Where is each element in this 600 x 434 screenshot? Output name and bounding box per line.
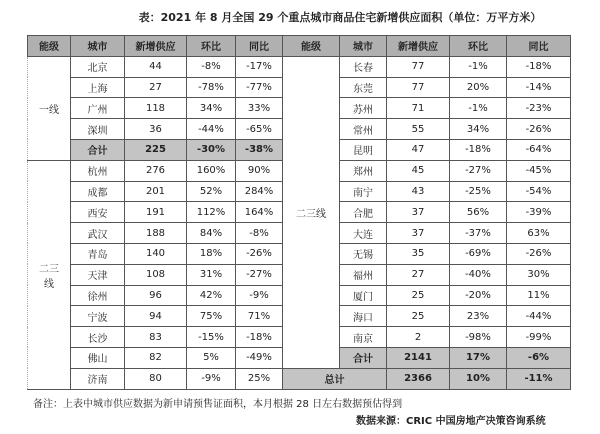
table-cell: 武汉 [71, 223, 125, 244]
table-cell: 青岛 [71, 243, 125, 264]
table-cell: 284% [236, 181, 283, 202]
table-cell: 徐州 [71, 285, 125, 306]
table-cell: -18% [450, 139, 507, 160]
table-cell: 昆明 [340, 139, 387, 160]
col-header: 环比 [450, 36, 507, 57]
table-cell: -99% [507, 327, 571, 348]
header-row [28, 36, 283, 57]
table-cell: 164% [236, 202, 283, 223]
table-cell: -26% [507, 243, 571, 264]
table-cell: 合计 [71, 139, 125, 160]
table-cell: 大连 [340, 223, 387, 244]
col-header: 城市 [340, 36, 387, 57]
table-cell: 2 [387, 327, 450, 348]
table-cell: 201 [125, 181, 187, 202]
table-cell: 18% [187, 243, 236, 264]
left-table [27, 35, 283, 390]
table-cell: 71 [387, 98, 450, 119]
table-cell: 东莞 [340, 77, 387, 98]
table-cell: 海口 [340, 306, 387, 327]
table-cell: 108 [125, 264, 187, 285]
table-cell: 20% [450, 77, 507, 98]
table-cell: 34% [187, 98, 236, 119]
table-cell: -64% [507, 139, 571, 160]
table-cell: 苏州 [340, 98, 387, 119]
table-cell: -39% [507, 202, 571, 223]
col-header: 同比 [236, 36, 283, 57]
table-cell: 56% [450, 202, 507, 223]
col-header: 新增供应 [387, 36, 450, 57]
table-cell: 34% [450, 119, 507, 140]
table-cell: 天津 [71, 264, 125, 285]
table-cell: -44% [507, 306, 571, 327]
table-cell: 西安 [71, 202, 125, 223]
table-cell: -27% [450, 160, 507, 181]
table-cell: 37 [387, 223, 450, 244]
table-cell: 2366 [387, 368, 450, 389]
table-cell: -8% [187, 56, 236, 77]
table-cell: -78% [187, 77, 236, 98]
table-cell: -11% [507, 368, 571, 389]
table-cell: 35 [387, 243, 450, 264]
table-cell: -23% [507, 98, 571, 119]
table-cell: 47 [387, 139, 450, 160]
table-cell: 济南 [71, 368, 125, 389]
table-cell: 94 [125, 306, 187, 327]
table-cell: 225 [125, 139, 187, 160]
table-row [28, 56, 283, 77]
table-cell: 10% [450, 368, 507, 389]
table-cell: 80 [125, 368, 187, 389]
table-cell: -1% [450, 56, 507, 77]
table-cell: 成都 [71, 181, 125, 202]
table-cell: 42% [187, 285, 236, 306]
table-cell: 71% [236, 306, 283, 327]
tier-label: 二三线 [283, 56, 340, 368]
table-cell: -38% [236, 139, 283, 160]
table-cell: 160% [187, 160, 236, 181]
table-cell: 77 [387, 56, 450, 77]
header-row [283, 36, 571, 57]
tier-label: 一线 [28, 56, 71, 160]
table-cell: -1% [450, 98, 507, 119]
table-cell: 112% [187, 202, 236, 223]
table-cell: 276 [125, 160, 187, 181]
table-cell: -18% [236, 327, 283, 348]
table-cell: -98% [450, 327, 507, 348]
table-cell: 118 [125, 98, 187, 119]
table-cell: 杭州 [71, 160, 125, 181]
table-cell: -6% [507, 347, 571, 368]
footnote: 备注：上表中城市供应数据为新申请预售证面积，本月根据 28 日左右数据预估得到 [33, 399, 403, 410]
table-cell: -26% [236, 243, 283, 264]
table-cell: 南京 [340, 327, 387, 348]
table-cell: 44 [125, 56, 187, 77]
table-cell: 25 [387, 306, 450, 327]
table-cell: -54% [507, 181, 571, 202]
table-cell: 52% [187, 181, 236, 202]
col-header: 新增供应 [125, 36, 187, 57]
table-cell: -30% [187, 139, 236, 160]
table-cell: -49% [236, 347, 283, 368]
table-cell: -40% [450, 264, 507, 285]
table-cell: 25 [387, 285, 450, 306]
table-cell: -9% [236, 285, 283, 306]
table-cell: 合肥 [340, 202, 387, 223]
table-cell: 45 [387, 160, 450, 181]
right-table [282, 35, 571, 390]
table-cell: -25% [450, 181, 507, 202]
table-cell: 厦门 [340, 285, 387, 306]
table-cell: 140 [125, 243, 187, 264]
table-cell: -44% [187, 119, 236, 140]
table-cell: -9% [187, 368, 236, 389]
table-cell: -20% [450, 285, 507, 306]
table-cell: 43 [387, 181, 450, 202]
table-cell: 佛山 [71, 347, 125, 368]
table-cell: 深圳 [71, 119, 125, 140]
table-cell: 55 [387, 119, 450, 140]
table-cell: 96 [125, 285, 187, 306]
table-cell: 2141 [387, 347, 450, 368]
table-cell: -27% [236, 264, 283, 285]
table-cell: 82 [125, 347, 187, 368]
table-cell: 广州 [71, 98, 125, 119]
table-cell: 5% [187, 347, 236, 368]
grand-total-row [283, 368, 571, 389]
table-cell: 北京 [71, 56, 125, 77]
table-cell: 23% [450, 306, 507, 327]
table-cell: 30% [507, 264, 571, 285]
table-row [28, 160, 283, 181]
table-cell: 27 [125, 77, 187, 98]
table-row [283, 56, 571, 77]
table-cell: 17% [450, 347, 507, 368]
col-header: 环比 [187, 36, 236, 57]
table-cell: -14% [507, 77, 571, 98]
table-cell: 宁波 [71, 306, 125, 327]
table-cell: -77% [236, 77, 283, 98]
table-cell: 75% [187, 306, 236, 327]
table-cell: 83 [125, 327, 187, 348]
table-cell: 长沙 [71, 327, 125, 348]
table-cell: 总计 [283, 368, 387, 389]
col-header: 同比 [507, 36, 571, 57]
table-cell: 37 [387, 202, 450, 223]
table-cell: 25% [236, 368, 283, 389]
table-cell: -65% [236, 119, 283, 140]
table-cell: -15% [187, 327, 236, 348]
table-cell: 南宁 [340, 181, 387, 202]
table-cell: 长春 [340, 56, 387, 77]
table-cell: -26% [507, 119, 571, 140]
table-cell: 郑州 [340, 160, 387, 181]
table-cell: 90% [236, 160, 283, 181]
data-source: 数据来源：CRIC 中国房地产决策咨询系统 [356, 416, 546, 427]
table-cell: 63% [507, 223, 571, 244]
table-cell: 31% [187, 264, 236, 285]
table-cell: 27 [387, 264, 450, 285]
table-cell: 188 [125, 223, 187, 244]
table-cell: 36 [125, 119, 187, 140]
table-cell: 上海 [71, 77, 125, 98]
table-cell: 常州 [340, 119, 387, 140]
table-cell: 无锡 [340, 243, 387, 264]
table-cell: 77 [387, 77, 450, 98]
table-cell: -8% [236, 223, 283, 244]
table-cell: 33% [236, 98, 283, 119]
table-cell: -37% [450, 223, 507, 244]
table-cell: 合计 [340, 347, 387, 368]
table-cell: 191 [125, 202, 187, 223]
col-header: 城市 [71, 36, 125, 57]
table-cell: -17% [236, 56, 283, 77]
table-cell: 福州 [340, 264, 387, 285]
col-header: 能级 [28, 36, 71, 57]
table-cell: -45% [507, 160, 571, 181]
table-cell: 11% [507, 285, 571, 306]
table-title: 表：2021 年 8 月全国 29 个重点城市商品住宅新增供应面积（单位：万平方米） [138, 11, 542, 24]
table-cell: -18% [507, 56, 571, 77]
table-cell: 84% [187, 223, 236, 244]
table-cell: -69% [450, 243, 507, 264]
tier-label: 二三线 [28, 160, 71, 389]
col-header: 能级 [283, 36, 340, 57]
